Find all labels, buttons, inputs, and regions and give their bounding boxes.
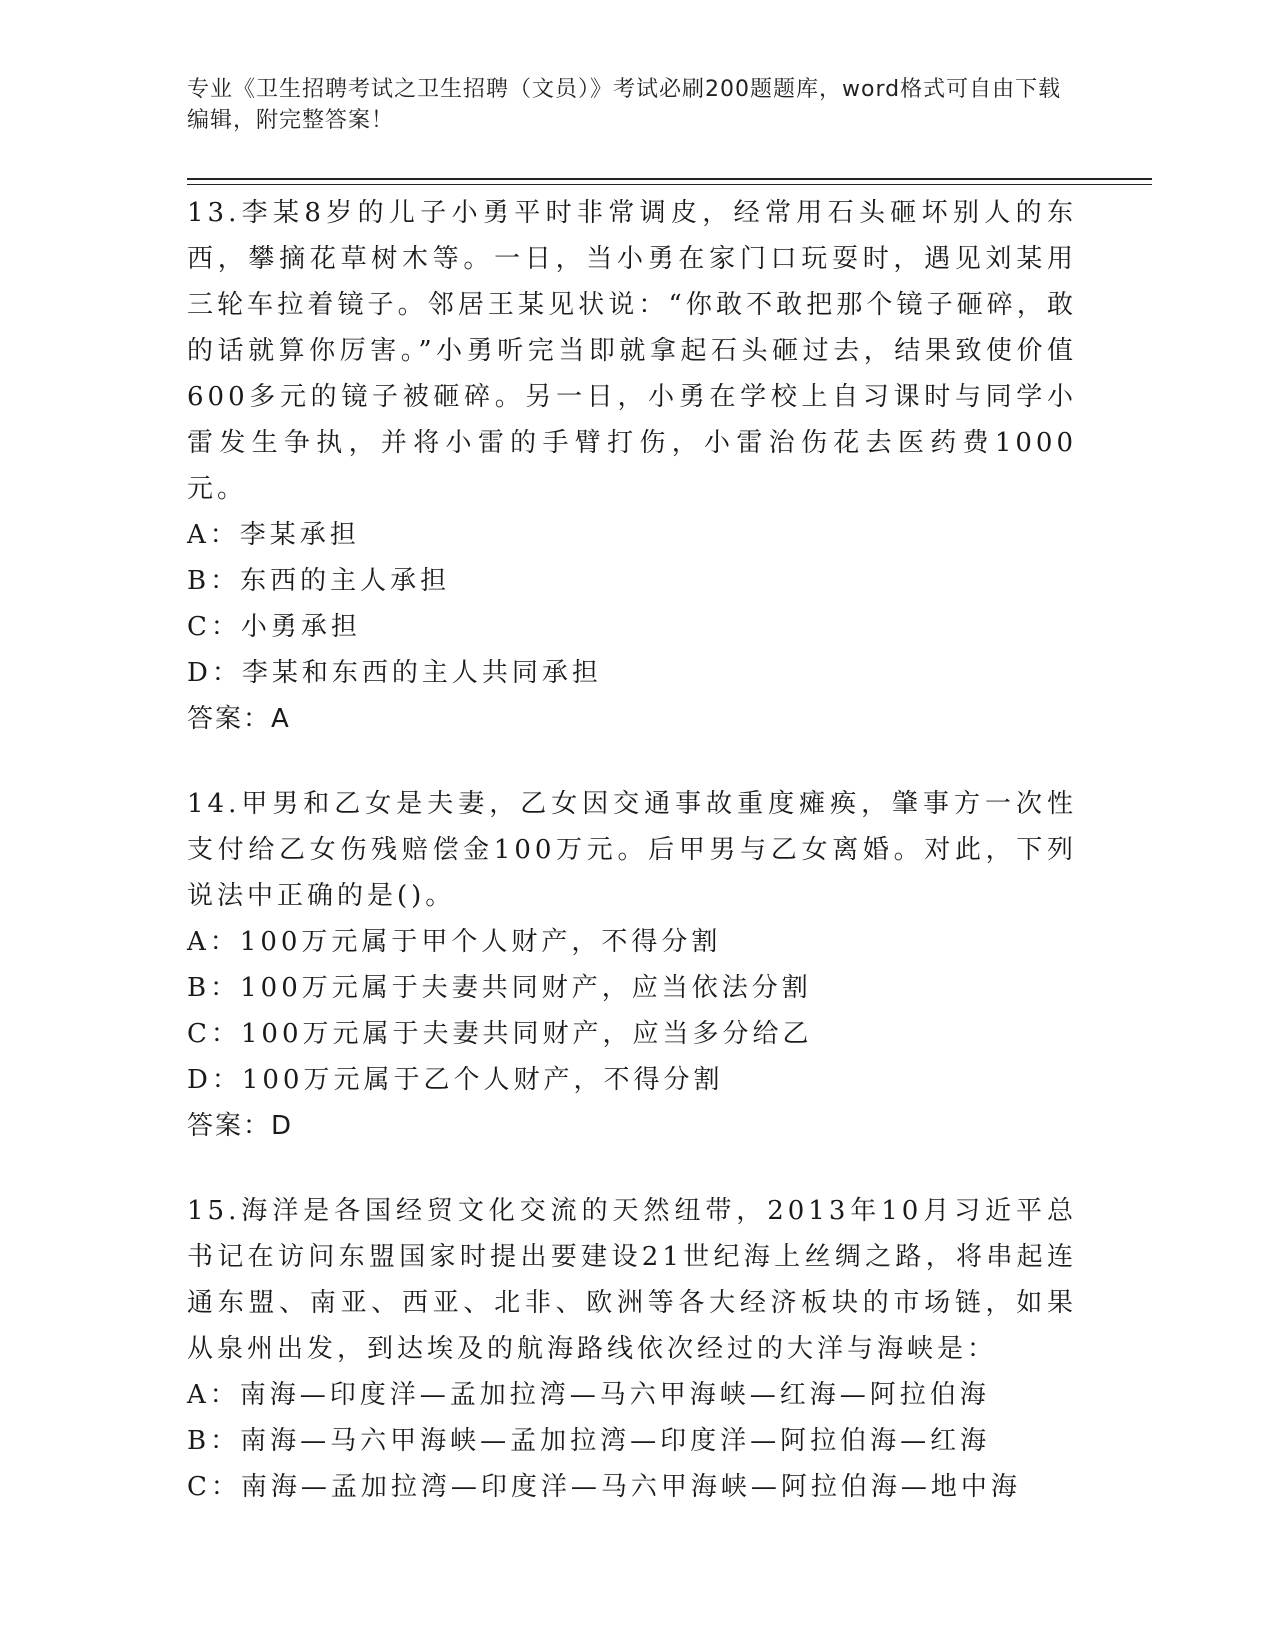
option-c: C：100万元属于夫妻共同财产，应当多分给乙 [187, 1019, 813, 1049]
answer: 答案：A [187, 704, 291, 734]
option-a: A：100万元属于甲个人财产，不得分割 [187, 927, 722, 957]
option-c: C：南海—孟加拉湾—印度洋—马六甲海峡—阿拉伯海—地中海 [187, 1472, 1021, 1502]
option-b: B：东西的主人承担 [187, 566, 451, 596]
header-divider-thin [187, 184, 1152, 185]
question-text: 15.海洋是各国经贸文化交流的天然纽带，2013年10月习近平总书记在访问东盟国家时提出要建设21世纪海上丝绸之路，将串起连通东盟、南亚、西亚、北非、欧洲等各大经济板块的市场链，如果从泉州出发，到达埃及的航海路线依次经过的大洋与海峡是： [187, 1196, 1077, 1364]
answer: 答案：D [187, 1111, 294, 1141]
option-a: A：李某承担 [187, 520, 360, 550]
option-d: D：100万元属于乙个人财产，不得分割 [187, 1065, 724, 1095]
option-b: B：100万元属于夫妻共同财产，应当依法分割 [187, 973, 812, 1003]
option-d: D：李某和东西的主人共同承担 [187, 658, 602, 688]
question-list [187, 190, 1077, 1549]
question-text: 14.甲男和乙女是夫妻，乙女因交通事故重度瘫痪，肇事方一次性支付给乙女伤残赔偿金100万元。后甲男与乙女离婚。对此，下列说法中正确的是()。 [187, 789, 1077, 911]
header-divider-thick [187, 178, 1152, 180]
question-13 [187, 190, 1077, 742]
question-text: 13.李某8岁的儿子小勇平时非常调皮，经常用石头砸坏别人的东西，攀摘花草树木等。一日，当小勇在家门口玩耍时，遇见刘某用三轮车拉着镜子。邻居王某见状说：“你敢不敢把那个镜子砸碎，敢的话就算你厉害。”小勇听完当即就拿起石头砸过去，结果致使价值600多元的镜子被砸碎。另一日，小勇在学校上自习课时与同学小雷发生争执，并将小雷的手臂打伤，小雷治伤花去医药费1000元。 [187, 198, 1077, 504]
question-14 [187, 781, 1077, 1149]
option-a: A：南海—印度洋—孟加拉湾—马六甲海峡—红海—阿拉伯海 [187, 1380, 990, 1410]
option-c: C：小勇承担 [187, 612, 361, 642]
question-15 [187, 1188, 1077, 1510]
document-header: 专业《卫生招聘考试之卫生招聘（文员）》考试必刷200题题库，word格式可自由下载编辑，附完整答案！ [187, 77, 1062, 133]
option-b: B：南海—马六甲海峡—孟加拉湾—印度洋—阿拉伯海—红海 [187, 1426, 991, 1456]
